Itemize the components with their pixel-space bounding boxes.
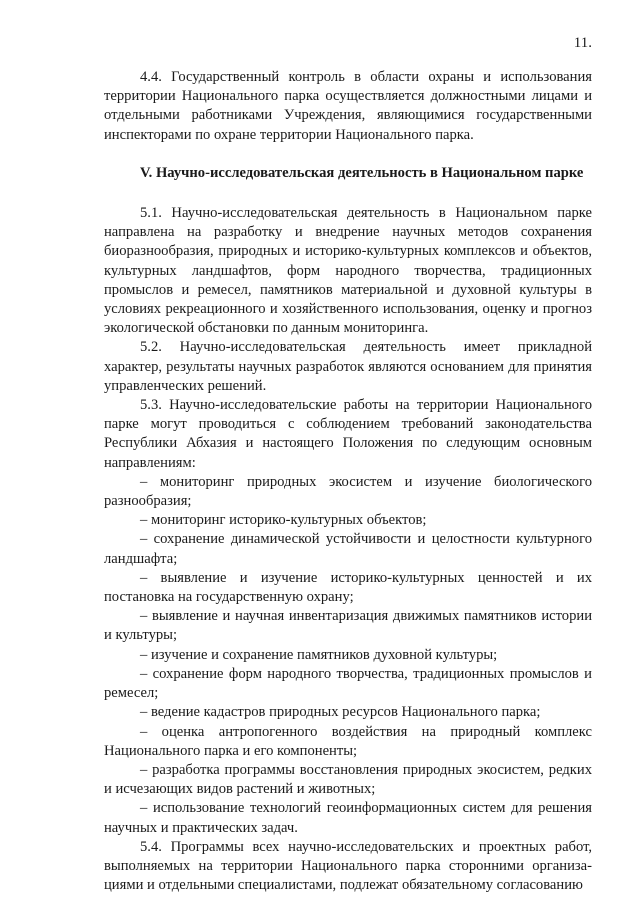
list-item: – мониторинг природных экосистем и изучение биологического разнообразия; xyxy=(104,473,592,510)
list-item: – ведение кадастров природных ресурсов Национального парка; xyxy=(140,704,541,721)
list-item: – мониторинг историко-культурных объектов; xyxy=(140,512,427,529)
page-content xyxy=(104,68,592,895)
page-number: 11. xyxy=(573,35,592,51)
list-item: – выявление и научная инвентаризация движимых памятников истории и культуры; xyxy=(104,608,592,644)
list-item: – сохранение динамической устойчивости и целостности культурного ландшафта; xyxy=(104,531,592,567)
list-item: – выявление и изучение историко-культурных ценностей и их постановка на государственную охрану; xyxy=(104,569,592,606)
paragraph-4-4: 4.4. Государственный контроль в области охраны и использования территории Национального парка осуществляется должностными лицами и отдельными работниками Учреждения, являющимися государственными инспекторами по охране территории Национального парка. xyxy=(104,69,592,143)
research-directions-list xyxy=(104,473,592,838)
section-heading-v: V. Научно-исследовательская деятельность в Национальном парке xyxy=(140,164,584,181)
list-item: – сохранение форм народного творчества, традиционных промыслов и ремесел; xyxy=(104,665,592,702)
list-item: – оценка антропогенного воздействия на природный комплекс Национального парка и его компоненты; xyxy=(104,723,592,759)
list-item: – разработка программы восстановления природных экосистем, редких и исчезающих видов растений и животных; xyxy=(104,761,592,798)
paragraph-5-4: 5.4. Программы всех научно-исследовательских и проектных работ, выполняемых на территории Национального парка сторонними организациями и отдельными специалистами, подлежат обязательному согласованию xyxy=(104,838,592,894)
paragraph-5-3: 5.3. Научно-исследовательские работы на территории Национального парке могут проводиться с соблюдением требований законодательства Республики Абхазия и настоящего Положения по следующим основным направлениям: xyxy=(104,397,592,471)
list-item: – изучение и сохранение памятников духовной культуры; xyxy=(140,646,498,663)
paragraph-5-2: 5.2. Научно-исследовательская деятельность имеет прикладной характер, результаты научных разработок являются основанием для принятия управленческих решений. xyxy=(104,339,592,394)
paragraph-5-1: 5.1. Научно-исследовательская деятельность в Национальном парке направлена на разработку и внедрение научных методов сохранения биоразнообразия, природных и историко-культурных комплексов и объектов, культурных ландшафтов, форм народного творчества, традиционных промыслов и ремесел, памятников материальной и духовной культуры в условиях рекреационного и хозяйственного использования, оценку и прогноз экологической обстановки по данным мониторинга. xyxy=(104,205,592,337)
list-item: – использование технологий геоинформационных систем для решения научных и практических задач. xyxy=(104,800,592,836)
